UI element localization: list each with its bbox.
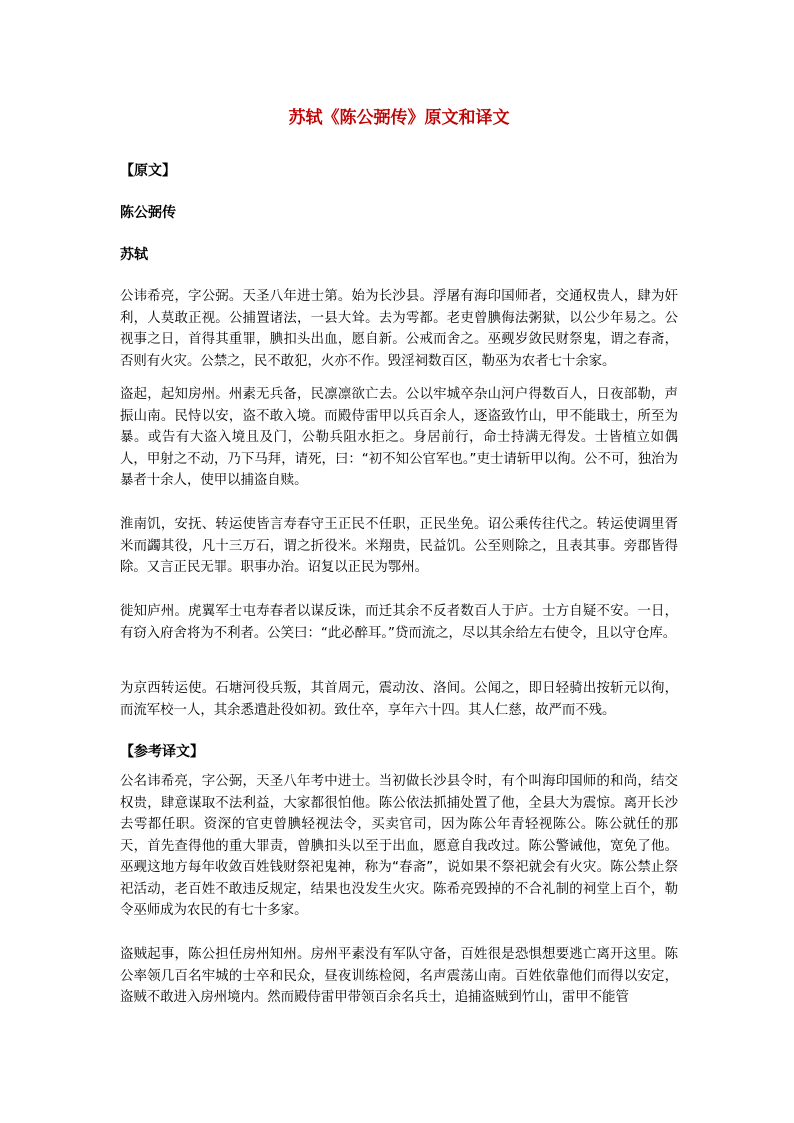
original-paragraph-3: 淮南饥，安抚、转运使皆言寿春守王正民不任职，正民坐免。诏公乘传往代之。转运使调里胥米而蠲其役，凡十三万石，谓之折役米。米翔贵，民益饥。公至则除之，且表其事。旁郡皆得除。又言正民无罪。职事办治。诏复以正民为鄂州。 <box>120 517 678 575</box>
piece-title: 陈公弼传 <box>120 205 176 221</box>
translation-paragraph-2: 盗贼起事，陈公担任房州知州。房州平素没有军队守备，百姓很是恐惧想要逃亡离开这里。陈公率领几百名牢城的士卒和民众，昼夜训练检阅，名声震荡山南。百姓依靠他们而得以安定，盗贼不敢进入房州境内。然而殿侍雷甲带领百余名兵士，追捕盗贼到竹山，雷甲不能管 <box>120 947 678 1005</box>
original-paragraph-4: 徙知庐州。虎翼军士屯寿春者以谋反诛，而迁其余不反者数百人于庐。士方自疑不安。一日，有窃入府舍将为不利者。公笑曰：“此必醉耳。”贷而流之，尽以其余给左右使令，且以守仓库。 <box>120 604 678 641</box>
original-paragraph-5: 为京西转运使。石塘河役兵叛，其首周元，震动汝、洛间。公闻之，即日轻骑出按斩元以徇，而流军校一人，其余悉遣赴役如初。致仕卒，享年六十四。其人仁慈，故严而不残。 <box>120 681 678 718</box>
original-paragraph-2: 盗起，起知房州。州素无兵备，民凛凛欲亡去。公以牢城卒杂山河户得数百人，日夜部勒，声振山南。民恃以安，盗不敢入境。而殿侍雷甲以兵百余人，逐盗致竹山，甲不能戢士，所至为暴。或告有大盗入境且及门，公勒兵阻水拒之。身居前行，命士持满无得发。士皆植立如偶人，甲射之不动，乃下马拜，请死，曰：“初不知公官军也。”吏士请斩甲以徇。公不可，独治为暴者十余人，使甲以捕盗自赎。 <box>120 387 678 488</box>
original-paragraph-1: 公讳希亮，字公弼。天圣八年进士第。始为长沙县。浮屠有海印国师者，交通权贵人，肆为奸利，人莫敢正视。公捕置诸法，一县大耸。去为雩都。老吏曾腆侮法粥狱，以公少年易之。公视事之日，首得其重罪，腆扣头出血，愿自新。公戒而舍之。巫觋岁敛民财祭鬼，谓之春斋，否则有火灾。公禁之，民不敢犯，火亦不作。毁淫祠数百区，勒巫为农者七十余家。 <box>120 289 678 369</box>
author-name: 苏轼 <box>120 247 148 263</box>
page-title: 苏轼《陈公弼传》原文和译文 <box>288 108 510 128</box>
translation-paragraph-1: 公名讳希亮，字公弼，天圣八年考中进士。当初做长沙县令时，有个叫海印国师的和尚，结交权贵，肆意谋取不法利益，大家都很怕他。陈公依法抓捕处置了他，全县大为震惊。离开长沙去雩都任职。资深的官吏曾腆轻视法令，买卖官司，因为陈公年青轻视陈公。陈公就任的那天，首先查得他的重大罪责，曾腆扣头以至于出血，愿意自我改过。陈公警诫他，宽免了他。巫觋这地方每年收敛百姓钱财祭祀鬼神，称为“春斋”，说如果不祭祀就会有火灾。陈公禁止祭祀活动，老百姓不敢违反规定，结果也没发生火灾。陈希亮毁掉的不合礼制的祠堂上百个，勒令巫师成为农民的有七十多家。 <box>120 774 678 918</box>
original-heading: 【原文】 <box>120 163 176 179</box>
translation-heading: 【参考译文】 <box>120 744 204 760</box>
